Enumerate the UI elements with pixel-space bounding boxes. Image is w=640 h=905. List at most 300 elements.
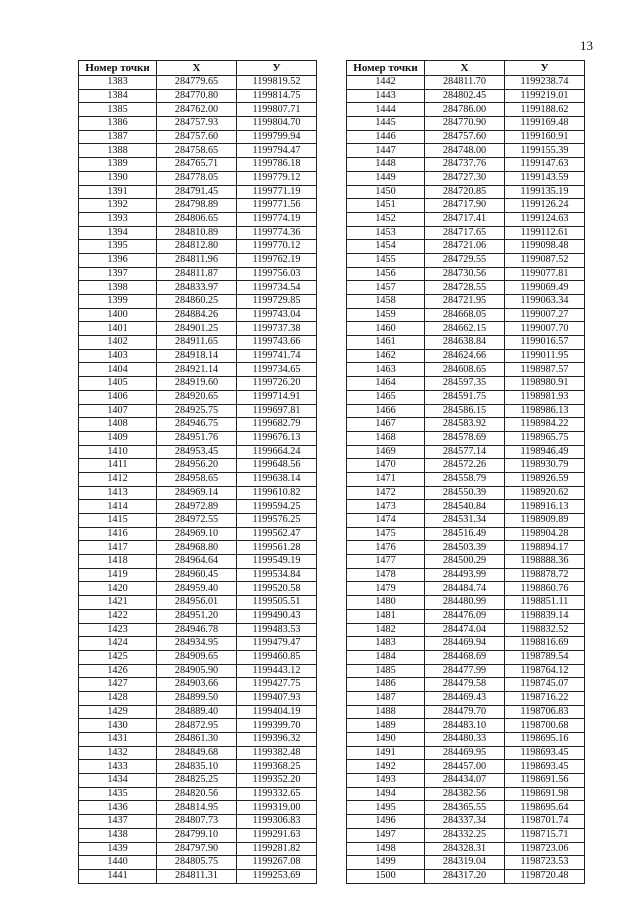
cell-point-number: 1403 (79, 349, 157, 363)
table-row (79, 596, 317, 610)
cell-x: 284434.07 (425, 774, 505, 788)
cell-point-number: 1420 (79, 582, 157, 596)
cell-y: 1198693.45 (505, 746, 585, 760)
table-row (79, 240, 317, 254)
table-header-row (347, 61, 585, 76)
cell-point-number: 1422 (79, 609, 157, 623)
cell-x: 284909.65 (157, 650, 237, 664)
cell-y: 1199737.38 (237, 322, 317, 336)
cell-y: 1198832.52 (505, 623, 585, 637)
cell-point-number: 1407 (79, 404, 157, 418)
cell-x: 284757.60 (425, 130, 505, 144)
cell-point-number: 1419 (79, 568, 157, 582)
cell-point-number: 1457 (347, 281, 425, 295)
cell-y: 1199124.63 (505, 212, 585, 226)
cell-x: 284591.75 (425, 390, 505, 404)
table-row (79, 828, 317, 842)
cell-x: 284572.26 (425, 459, 505, 473)
table-row (347, 117, 585, 131)
table-row (347, 185, 585, 199)
cell-point-number: 1405 (79, 377, 157, 391)
table-row (79, 691, 317, 705)
cell-x: 284812.80 (157, 240, 237, 254)
cell-x: 284469.94 (425, 637, 505, 651)
cell-y: 1199160.91 (505, 130, 585, 144)
cell-y: 1198701.74 (505, 815, 585, 829)
cell-point-number: 1494 (347, 787, 425, 801)
table-row (79, 609, 317, 623)
cell-point-number: 1480 (347, 596, 425, 610)
cell-y: 1198946.49 (505, 445, 585, 459)
cell-x: 284770.80 (157, 89, 237, 103)
cell-x: 284811.31 (157, 869, 237, 883)
cell-point-number: 1474 (347, 514, 425, 528)
cell-point-number: 1473 (347, 500, 425, 514)
cell-y: 1199143.59 (505, 171, 585, 185)
cell-x: 284861.30 (157, 733, 237, 747)
cell-point-number: 1484 (347, 650, 425, 664)
cell-point-number: 1395 (79, 240, 157, 254)
cell-y: 1199576.25 (237, 514, 317, 528)
table-row (347, 637, 585, 651)
cell-point-number: 1415 (79, 514, 157, 528)
cell-y: 1198764.12 (505, 664, 585, 678)
table-row (347, 842, 585, 856)
cell-point-number: 1454 (347, 240, 425, 254)
cell-point-number: 1441 (79, 869, 157, 883)
cell-point-number: 1406 (79, 390, 157, 404)
table-row (79, 664, 317, 678)
cell-y: 1199281.82 (237, 842, 317, 856)
cell-y: 1199087.52 (505, 253, 585, 267)
cell-x: 284934.95 (157, 637, 237, 651)
cell-x: 284833.97 (157, 281, 237, 295)
table-row (347, 89, 585, 103)
cell-y: 1198723.53 (505, 856, 585, 870)
cell-x: 284516.49 (425, 527, 505, 541)
cell-x: 284662.15 (425, 322, 505, 336)
cell-x: 284737.76 (425, 158, 505, 172)
cell-y: 1199638.14 (237, 472, 317, 486)
cell-x: 284969.10 (157, 527, 237, 541)
table-row (79, 568, 317, 582)
cell-point-number: 1427 (79, 678, 157, 692)
cell-point-number: 1393 (79, 212, 157, 226)
table-row (79, 267, 317, 281)
table-row (79, 336, 317, 350)
cell-x: 284901.25 (157, 322, 237, 336)
cell-y: 1199664.24 (237, 445, 317, 459)
table-row (79, 431, 317, 445)
cell-x: 284811.96 (157, 253, 237, 267)
cell-y: 1199561.28 (237, 541, 317, 555)
cell-y: 1199460.85 (237, 650, 317, 664)
table-row (347, 705, 585, 719)
cell-y: 1198816.69 (505, 637, 585, 651)
cell-point-number: 1397 (79, 267, 157, 281)
table-row (79, 418, 317, 432)
cell-y: 1199443.12 (237, 664, 317, 678)
cell-y: 1198920.62 (505, 486, 585, 500)
cell-x: 284757.93 (157, 117, 237, 131)
cell-point-number: 1482 (347, 623, 425, 637)
table-row (347, 746, 585, 760)
cell-x: 284668.05 (425, 308, 505, 322)
cell-point-number: 1436 (79, 801, 157, 815)
table-row (79, 527, 317, 541)
table-row (79, 856, 317, 870)
table-row (79, 76, 317, 90)
table-row (79, 486, 317, 500)
table-row (79, 637, 317, 651)
cell-y: 1199169.48 (505, 117, 585, 131)
table-row (347, 459, 585, 473)
cell-y: 1199741.74 (237, 349, 317, 363)
cell-y: 1199794.47 (237, 144, 317, 158)
table-row (79, 363, 317, 377)
cell-point-number: 1456 (347, 267, 425, 281)
cell-x: 284332.25 (425, 828, 505, 842)
cell-point-number: 1434 (79, 774, 157, 788)
cell-y: 1199253.69 (237, 869, 317, 883)
cell-point-number: 1460 (347, 322, 425, 336)
table-row (347, 787, 585, 801)
cell-point-number: 1391 (79, 185, 157, 199)
cell-x: 284797.90 (157, 842, 237, 856)
cell-x: 284469.95 (425, 746, 505, 760)
cell-y: 1199077.81 (505, 267, 585, 281)
cell-y: 1199779.12 (237, 171, 317, 185)
cell-x: 284717.65 (425, 226, 505, 240)
cell-point-number: 1414 (79, 500, 157, 514)
cell-point-number: 1418 (79, 555, 157, 569)
cell-point-number: 1451 (347, 199, 425, 213)
cell-point-number: 1387 (79, 130, 157, 144)
cell-y: 1199648.56 (237, 459, 317, 473)
cell-x: 284972.55 (157, 514, 237, 528)
cell-y: 1199714.91 (237, 390, 317, 404)
cell-y: 1198851.11 (505, 596, 585, 610)
table-row (347, 760, 585, 774)
cell-point-number: 1446 (347, 130, 425, 144)
table-row (347, 199, 585, 213)
cell-x: 284758.65 (157, 144, 237, 158)
cell-point-number: 1470 (347, 459, 425, 473)
cell-y: 1198745.07 (505, 678, 585, 692)
table-row (347, 500, 585, 514)
cell-x: 284889.40 (157, 705, 237, 719)
cell-x: 284960.45 (157, 568, 237, 582)
cell-y: 1198888.36 (505, 555, 585, 569)
cell-x: 284911.65 (157, 336, 237, 350)
cell-point-number: 1486 (347, 678, 425, 692)
cell-x: 284721.06 (425, 240, 505, 254)
cell-point-number: 1472 (347, 486, 425, 500)
table-row (79, 705, 317, 719)
cell-x: 284720.85 (425, 185, 505, 199)
cell-y: 1199610.82 (237, 486, 317, 500)
cell-point-number: 1471 (347, 472, 425, 486)
cell-y: 1198980.91 (505, 377, 585, 391)
cell-point-number: 1464 (347, 377, 425, 391)
table-row (79, 103, 317, 117)
cell-y: 1199352.20 (237, 774, 317, 788)
cell-y: 1199743.66 (237, 336, 317, 350)
cell-point-number: 1469 (347, 445, 425, 459)
cell-point-number: 1489 (347, 719, 425, 733)
cell-x: 284814.95 (157, 801, 237, 815)
cell-x: 284500.29 (425, 555, 505, 569)
cell-y: 1198909.89 (505, 514, 585, 528)
cell-point-number: 1408 (79, 418, 157, 432)
cell-x: 284727.30 (425, 171, 505, 185)
cell-x: 284791.45 (157, 185, 237, 199)
table-row (79, 719, 317, 733)
cell-point-number: 1444 (347, 103, 425, 117)
cell-point-number: 1461 (347, 336, 425, 350)
cell-y: 1199734.65 (237, 363, 317, 377)
table-row (347, 596, 585, 610)
cell-y: 1198693.45 (505, 760, 585, 774)
cell-x: 284477.99 (425, 664, 505, 678)
cell-y: 1198723.06 (505, 842, 585, 856)
cell-y: 1198965.75 (505, 431, 585, 445)
table-row (79, 760, 317, 774)
table-row (79, 253, 317, 267)
cell-y: 1198878.72 (505, 568, 585, 582)
table-row (79, 158, 317, 172)
cell-point-number: 1388 (79, 144, 157, 158)
table-row (347, 363, 585, 377)
cell-x: 284835.10 (157, 760, 237, 774)
cell-y: 1199238.74 (505, 76, 585, 90)
cell-x: 284968.80 (157, 541, 237, 555)
table-row (79, 582, 317, 596)
cell-x: 284474.04 (425, 623, 505, 637)
cell-x: 284578.69 (425, 431, 505, 445)
cell-point-number: 1459 (347, 308, 425, 322)
cell-y: 1198691.56 (505, 774, 585, 788)
table-row (347, 733, 585, 747)
table-row (347, 678, 585, 692)
cell-point-number: 1497 (347, 828, 425, 842)
cell-point-number: 1437 (79, 815, 157, 829)
cell-x: 284872.95 (157, 719, 237, 733)
cell-point-number: 1401 (79, 322, 157, 336)
cell-x: 284805.75 (157, 856, 237, 870)
cell-y: 1199819.52 (237, 76, 317, 90)
table-row (79, 869, 317, 883)
cell-x: 284479.58 (425, 678, 505, 692)
cell-y: 1198926.59 (505, 472, 585, 486)
cell-point-number: 1443 (347, 89, 425, 103)
table-row (79, 308, 317, 322)
table-row (347, 308, 585, 322)
cell-y: 1199729.85 (237, 295, 317, 309)
page-number: 13 (580, 38, 593, 53)
cell-x: 284484.74 (425, 582, 505, 596)
table-row (347, 130, 585, 144)
cell-point-number: 1500 (347, 869, 425, 883)
cell-point-number: 1458 (347, 295, 425, 309)
cell-y: 1199743.04 (237, 308, 317, 322)
table-row (79, 842, 317, 856)
cell-x: 284810.89 (157, 226, 237, 240)
cell-x: 284319.04 (425, 856, 505, 870)
cell-y: 1198715.71 (505, 828, 585, 842)
table-row (347, 801, 585, 815)
cell-y: 1198716.22 (505, 691, 585, 705)
table-header-row (79, 61, 317, 76)
cell-y: 1199483.53 (237, 623, 317, 637)
table-row (79, 349, 317, 363)
cell-x: 284953.45 (157, 445, 237, 459)
cell-y: 1199267.08 (237, 856, 317, 870)
table-row (79, 390, 317, 404)
cell-y: 1199682.79 (237, 418, 317, 432)
cell-x: 284365.55 (425, 801, 505, 815)
cell-x: 284480.33 (425, 733, 505, 747)
cell-y: 1199697.81 (237, 404, 317, 418)
cell-y: 1199069.49 (505, 281, 585, 295)
cell-point-number: 1467 (347, 418, 425, 432)
cell-y: 1199135.19 (505, 185, 585, 199)
cell-point-number: 1389 (79, 158, 157, 172)
header-y: У (237, 61, 317, 76)
cell-point-number: 1487 (347, 691, 425, 705)
cell-point-number: 1411 (79, 459, 157, 473)
table-row (79, 514, 317, 528)
cell-y: 1199147.63 (505, 158, 585, 172)
cell-y: 1199726.20 (237, 377, 317, 391)
cell-y: 1198930.79 (505, 459, 585, 473)
table-row (347, 609, 585, 623)
cell-point-number: 1417 (79, 541, 157, 555)
table-row (347, 869, 585, 883)
cell-y: 1198789.54 (505, 650, 585, 664)
cell-y: 1199762.19 (237, 253, 317, 267)
table-row (347, 650, 585, 664)
cell-point-number: 1399 (79, 295, 157, 309)
cell-x: 284956.20 (157, 459, 237, 473)
cell-x: 284778.05 (157, 171, 237, 185)
table-row (347, 815, 585, 829)
table-row (79, 500, 317, 514)
cell-x: 284480.99 (425, 596, 505, 610)
cell-point-number: 1495 (347, 801, 425, 815)
table-row (347, 267, 585, 281)
cell-x: 284921.14 (157, 363, 237, 377)
cell-point-number: 1498 (347, 842, 425, 856)
cell-point-number: 1413 (79, 486, 157, 500)
table-row (347, 390, 585, 404)
cell-x: 284919.60 (157, 377, 237, 391)
cell-x: 284964.64 (157, 555, 237, 569)
cell-x: 284807.73 (157, 815, 237, 829)
cell-x: 284748.00 (425, 144, 505, 158)
cell-point-number: 1465 (347, 390, 425, 404)
cell-y: 1199016.57 (505, 336, 585, 350)
cell-point-number: 1476 (347, 541, 425, 555)
table-row (79, 117, 317, 131)
cell-point-number: 1442 (347, 76, 425, 90)
cell-point-number: 1383 (79, 76, 157, 90)
table-row (347, 828, 585, 842)
cell-point-number: 1478 (347, 568, 425, 582)
table-row (347, 623, 585, 637)
cell-x: 284550.39 (425, 486, 505, 500)
cell-y: 1199534.84 (237, 568, 317, 582)
cell-x: 284920.65 (157, 390, 237, 404)
table-row (79, 89, 317, 103)
table-row (79, 472, 317, 486)
cell-point-number: 1438 (79, 828, 157, 842)
cell-y: 1199804.70 (237, 117, 317, 131)
cell-y: 1198981.93 (505, 390, 585, 404)
cell-point-number: 1425 (79, 650, 157, 664)
cell-x: 284469.43 (425, 691, 505, 705)
table-row (79, 404, 317, 418)
cell-x: 284765.71 (157, 158, 237, 172)
cell-point-number: 1433 (79, 760, 157, 774)
cell-x: 284925.75 (157, 404, 237, 418)
header-point-number: Номер точки (79, 61, 157, 76)
cell-x: 284730.56 (425, 267, 505, 281)
cell-point-number: 1390 (79, 171, 157, 185)
cell-y: 1199399.70 (237, 719, 317, 733)
table-row (79, 212, 317, 226)
header-x: Х (425, 61, 505, 76)
cell-x: 284762.00 (157, 103, 237, 117)
cell-y: 1199007.27 (505, 308, 585, 322)
cell-point-number: 1450 (347, 185, 425, 199)
cell-point-number: 1462 (347, 349, 425, 363)
cell-y: 1199112.61 (505, 226, 585, 240)
cell-x: 284729.55 (425, 253, 505, 267)
cell-x: 284972.89 (157, 500, 237, 514)
cell-x: 284860.25 (157, 295, 237, 309)
table-row (79, 678, 317, 692)
cell-x: 284638.84 (425, 336, 505, 350)
table-row (79, 541, 317, 555)
cell-point-number: 1499 (347, 856, 425, 870)
cell-x: 284558.79 (425, 472, 505, 486)
cell-y: 1198986.13 (505, 404, 585, 418)
cell-point-number: 1402 (79, 336, 157, 350)
table-row (347, 514, 585, 528)
cell-point-number: 1477 (347, 555, 425, 569)
cell-y: 1199786.18 (237, 158, 317, 172)
table-row (347, 253, 585, 267)
table-row (347, 281, 585, 295)
table-row (347, 377, 585, 391)
cell-point-number: 1440 (79, 856, 157, 870)
cell-y: 1199098.48 (505, 240, 585, 254)
table-row (79, 650, 317, 664)
cell-point-number: 1468 (347, 431, 425, 445)
cell-x: 284728.55 (425, 281, 505, 295)
table-row (347, 527, 585, 541)
header-x: Х (157, 61, 237, 76)
cell-x: 284757.60 (157, 130, 237, 144)
cell-point-number: 1400 (79, 308, 157, 322)
cell-x: 284811.87 (157, 267, 237, 281)
cell-x: 284849.68 (157, 746, 237, 760)
cell-y: 1198691.98 (505, 787, 585, 801)
cell-x: 284717.90 (425, 199, 505, 213)
table-row (79, 130, 317, 144)
cell-x: 284577.14 (425, 445, 505, 459)
